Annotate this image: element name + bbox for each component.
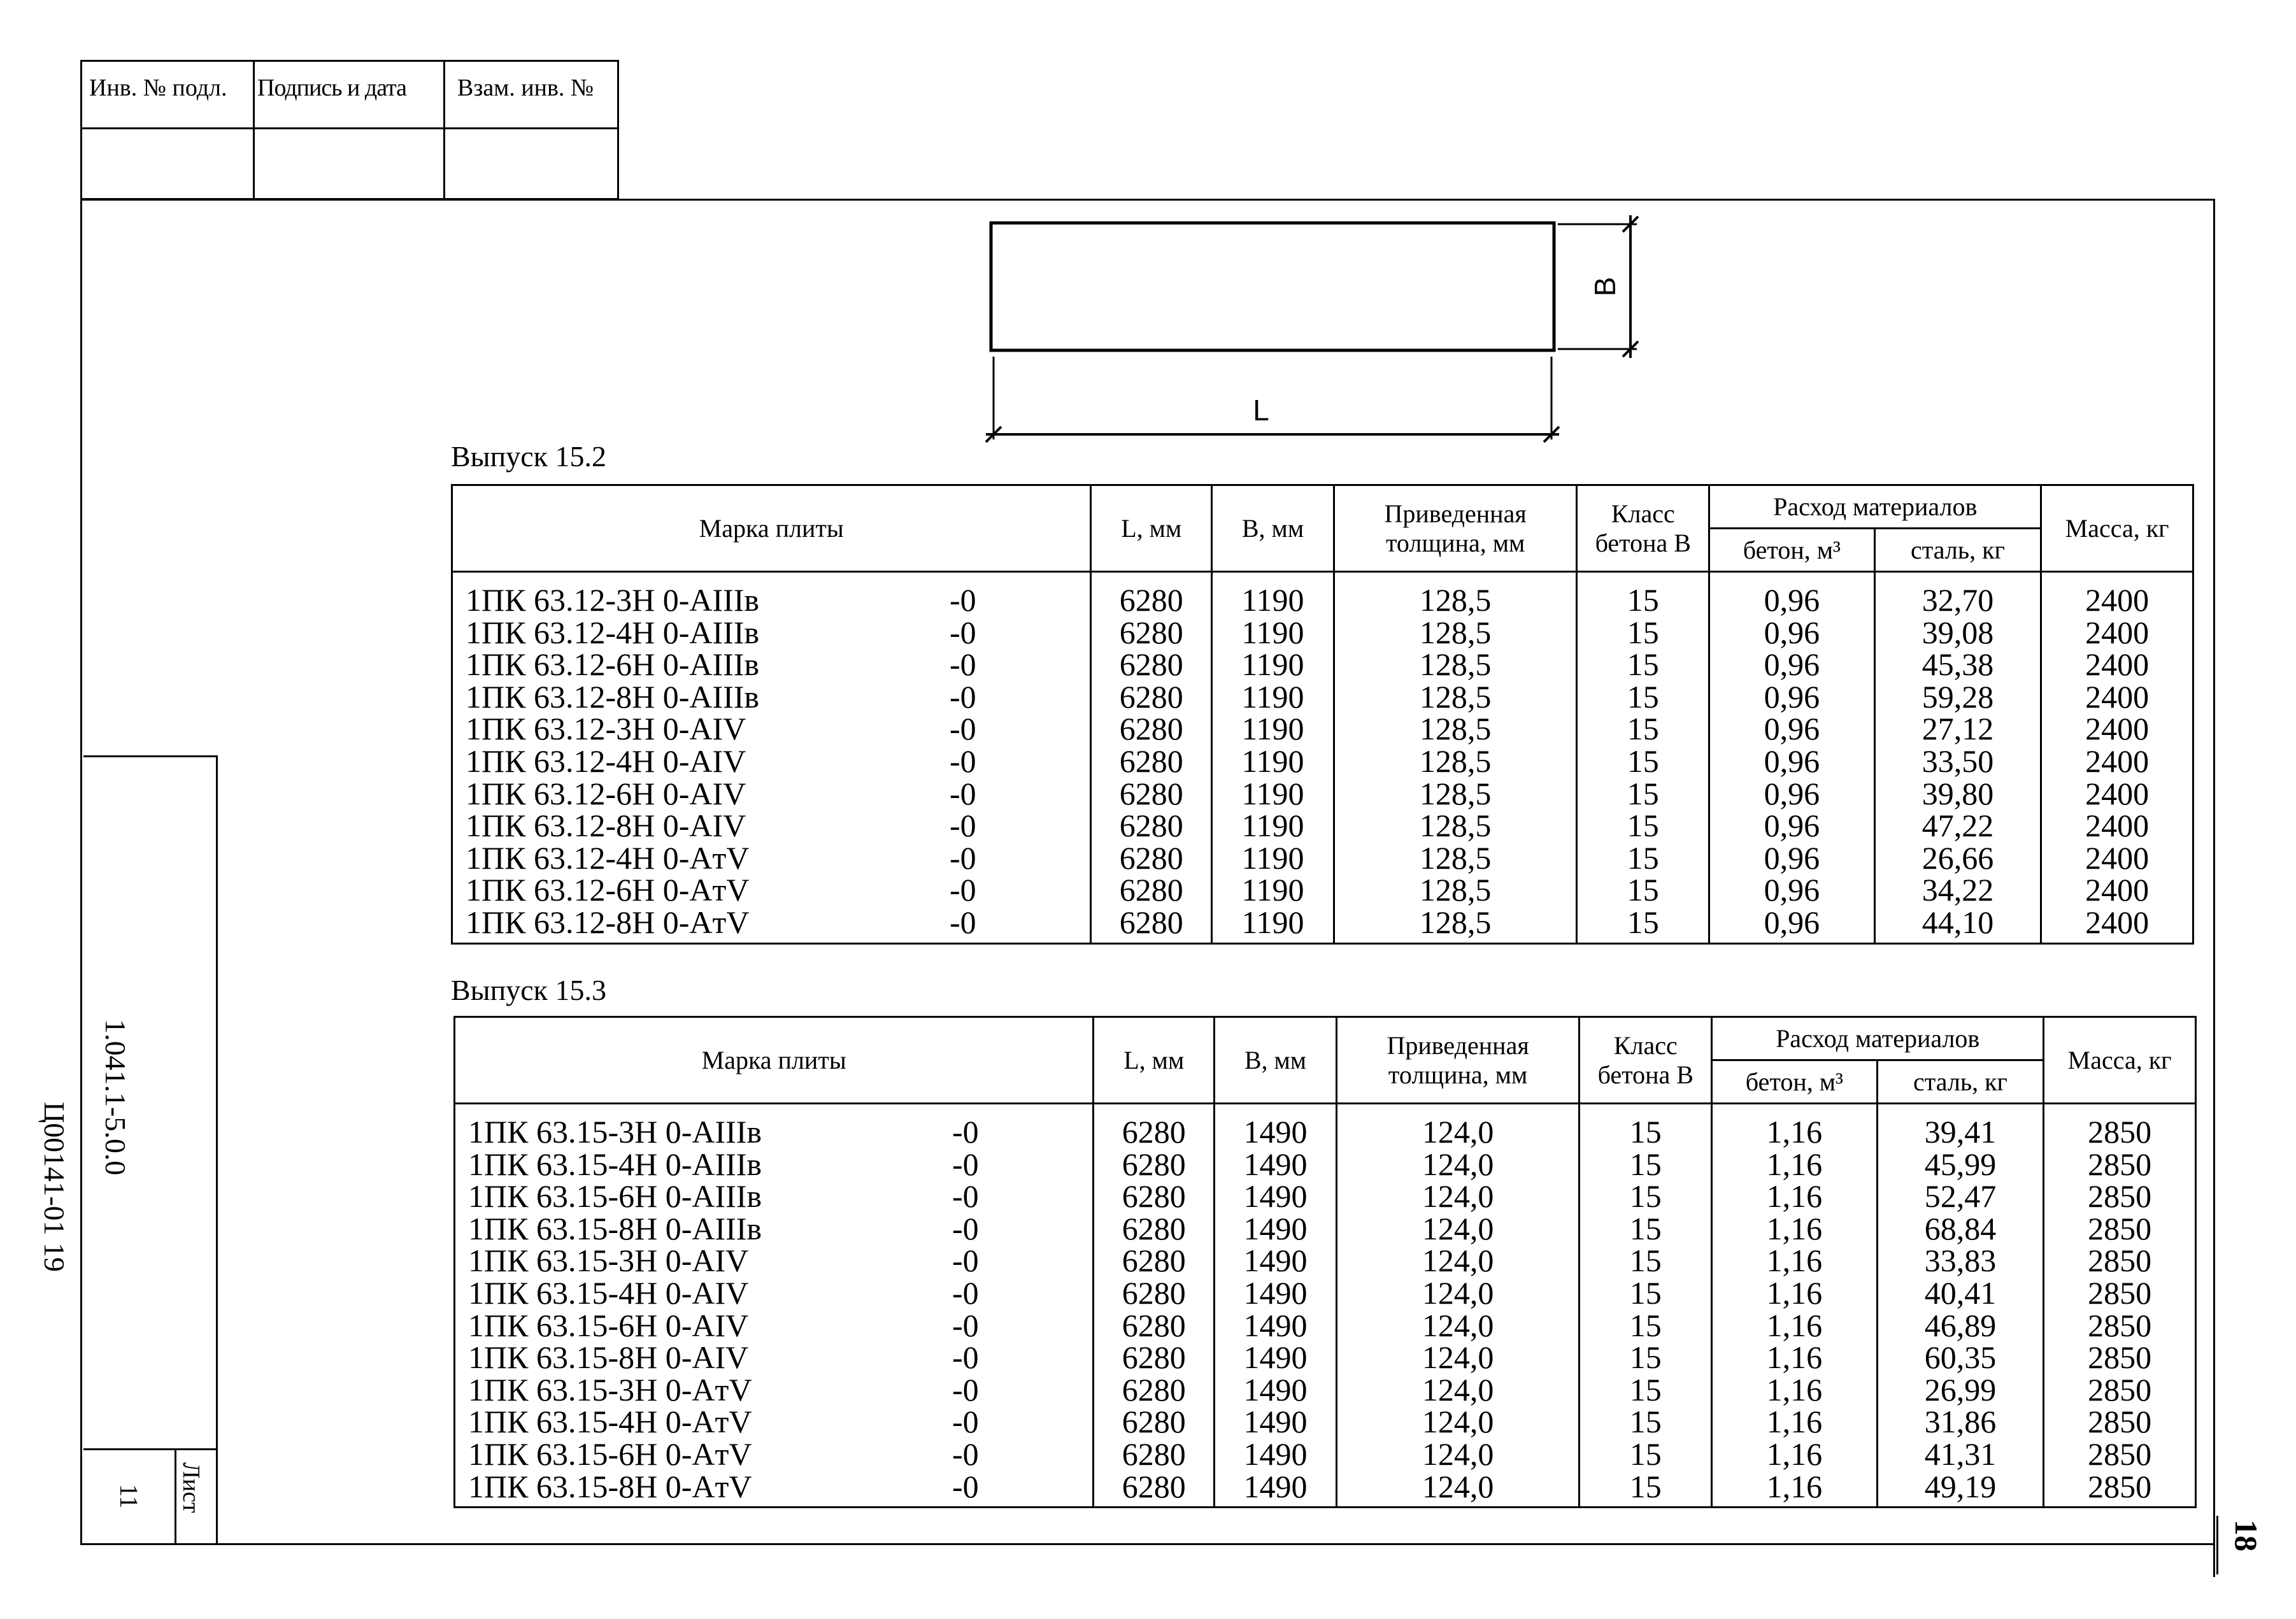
slab-mark-suffix: -0 (952, 1436, 979, 1472)
cell-mark (455, 1245, 1094, 1277)
cell-thickness: 128,5 (1334, 842, 1577, 874)
cell-width: 1490 (1215, 1245, 1337, 1277)
header-consumption: Расход материалов (1709, 485, 2041, 529)
cell-length: 6280 (1094, 1309, 1215, 1342)
cell-mass: 2400 (2041, 713, 2193, 745)
cell-mark (452, 775, 1091, 811)
cell-concrete: 0,96 (1709, 617, 1875, 649)
header-class: Класс бетона B (1579, 1017, 1712, 1104)
cell-length: 6280 (1094, 1438, 1215, 1471)
slab-sketch (968, 210, 1669, 452)
cell-length: 6280 (1091, 617, 1212, 649)
cell-steel: 39,41 (1877, 1104, 2044, 1148)
cell-length: 6280 (1091, 906, 1212, 943)
stamp-label-inv: Инв. № подл. (89, 75, 227, 101)
cell-concrete: 0,96 (1709, 874, 1875, 906)
cell-concrete: 0,96 (1709, 648, 1875, 681)
cell-class: 15 (1579, 1341, 1712, 1374)
cell-width: 1190 (1212, 842, 1334, 874)
slab-mark-suffix: -0 (950, 872, 976, 908)
cell-mass: 2850 (2044, 1406, 2196, 1438)
cell-thickness: 128,5 (1334, 809, 1577, 842)
cell-mark (452, 906, 1091, 943)
cell-concrete: 1,16 (1712, 1471, 1878, 1508)
cell-class: 15 (1577, 648, 1709, 681)
frame-left (80, 60, 82, 1545)
stamp-label-sign: Подпись и дата (257, 75, 407, 101)
cell-length: 6280 (1094, 1148, 1215, 1181)
cell-length: 6280 (1094, 1374, 1215, 1406)
cell-steel: 59,28 (1874, 681, 2041, 713)
cell-mass: 2400 (2041, 617, 2193, 649)
cell-concrete: 1,16 (1712, 1341, 1878, 1374)
cell-steel: 39,80 (1874, 778, 2041, 810)
slab-mark: 1ПК 63.12-6Н 0-AIV (466, 775, 746, 811)
table-row (455, 1180, 2196, 1213)
length-label: L (1253, 394, 1269, 427)
slab-mark-suffix: -0 (952, 1468, 979, 1504)
cell-steel: 32,70 (1874, 572, 2041, 617)
cell-concrete: 1,16 (1712, 1374, 1878, 1406)
section-title-15-3: Выпуск 15.3 (451, 974, 606, 1006)
cell-width: 1490 (1215, 1277, 1337, 1309)
cell-length: 6280 (1094, 1180, 1215, 1213)
table-15-3 (453, 1016, 2197, 1508)
header-concrete: бетон, м³ (1712, 1060, 1878, 1104)
cell-mark (452, 745, 1091, 778)
cell-thickness: 124,0 (1336, 1104, 1579, 1148)
cell-class: 15 (1577, 809, 1709, 842)
cell-steel: 39,08 (1874, 617, 2041, 649)
cell-concrete: 1,16 (1712, 1309, 1878, 1342)
header-mark: Марка плиты (455, 1017, 1094, 1104)
cell-concrete: 1,16 (1712, 1277, 1878, 1309)
slab-mark-suffix: -0 (952, 1371, 979, 1408)
cell-class: 15 (1577, 572, 1709, 617)
header-steel: сталь, кг (1877, 1060, 2044, 1104)
cell-width: 1190 (1212, 906, 1334, 943)
cell-width: 1190 (1212, 572, 1334, 617)
cell-length: 6280 (1094, 1245, 1215, 1277)
titleblock-sheet-top (83, 1448, 217, 1450)
cell-steel: 31,86 (1877, 1406, 2044, 1438)
cell-thickness: 128,5 (1334, 874, 1577, 906)
slab-mark: 1ПК 63.15-6Н 0-AтV (468, 1436, 752, 1472)
slab-mark: 1ПК 63.12-4Н 0-AIV (466, 743, 746, 779)
cell-concrete: 1,16 (1712, 1245, 1878, 1277)
table-15-2-body (452, 572, 2193, 944)
cell-mark (452, 572, 1091, 617)
cell-mass: 2400 (2041, 842, 2193, 874)
cell-width: 1490 (1215, 1341, 1337, 1374)
width-label: B (1588, 276, 1622, 297)
titleblock-right (216, 755, 218, 1544)
cell-class: 15 (1579, 1277, 1712, 1309)
cell-class: 15 (1577, 778, 1709, 810)
slab-outline (991, 223, 1554, 350)
slab-mark: 1ПК 63.12-4Н 0-AтV (466, 839, 750, 876)
cell-thickness: 124,0 (1336, 1213, 1579, 1245)
cell-length: 6280 (1091, 778, 1212, 810)
header-mark: Марка плиты (452, 485, 1091, 572)
cell-width: 1190 (1212, 745, 1334, 778)
header-L: L, мм (1094, 1017, 1215, 1104)
cell-mark (455, 1148, 1094, 1181)
cell-length: 6280 (1091, 713, 1212, 745)
cell-mark (455, 1341, 1094, 1374)
slab-mark: 1ПК 63.15-6Н 0-AIIIв (468, 1178, 762, 1215)
archive-code: Ц00141-01 19 (38, 1102, 71, 1273)
cell-mass: 2850 (2044, 1341, 2196, 1374)
cell-steel: 27,12 (1874, 713, 2041, 745)
table-row (455, 1471, 2196, 1508)
cell-steel: 26,99 (1877, 1374, 2044, 1406)
cell-thickness: 128,5 (1334, 681, 1577, 713)
cell-steel: 26,66 (1874, 842, 2041, 874)
cell-steel: 44,10 (1874, 906, 2041, 943)
cell-length: 6280 (1091, 745, 1212, 778)
slab-mark: 1ПК 63.15-3Н 0-AIV (468, 1243, 749, 1279)
cell-mass: 2400 (2041, 681, 2193, 713)
cell-width: 1490 (1215, 1213, 1337, 1245)
page-number: 18 (2228, 1520, 2264, 1551)
cell-mass: 2850 (2044, 1245, 2196, 1277)
frame-top (80, 199, 2215, 201)
cell-steel: 49,19 (1877, 1471, 2044, 1508)
cell-concrete: 0,96 (1709, 842, 1875, 874)
cell-thickness: 124,0 (1336, 1374, 1579, 1406)
cell-thickness: 128,5 (1334, 648, 1577, 681)
slab-mark-suffix: -0 (952, 1210, 979, 1246)
slab-mark: 1ПК 63.12-8Н 0-AIIIв (466, 678, 760, 715)
cell-mark (455, 1468, 1094, 1508)
cell-mass: 2400 (2041, 648, 2193, 681)
table-row (455, 1341, 2196, 1374)
cell-mark (452, 874, 1091, 906)
frame-bottom (80, 1543, 2215, 1545)
slab-mark: 1ПК 63.12-3Н 0-AIIIв (466, 582, 760, 618)
cell-mark (455, 1274, 1094, 1311)
cell-class: 15 (1577, 681, 1709, 713)
cell-thickness: 128,5 (1334, 745, 1577, 778)
frame-right (2213, 199, 2215, 1577)
stamp-label-replace: Взам. инв. № (457, 75, 594, 101)
slab-mark-suffix: -0 (952, 1114, 979, 1150)
titleblock-sheet-divider (175, 1448, 176, 1544)
cell-class: 15 (1579, 1180, 1712, 1213)
table-row (452, 713, 2193, 745)
cell-concrete: 1,16 (1712, 1180, 1878, 1213)
cell-width: 1190 (1212, 681, 1334, 713)
header-B: B, мм (1215, 1017, 1337, 1104)
cell-concrete: 1,16 (1712, 1213, 1878, 1245)
cell-steel: 47,22 (1874, 809, 2041, 842)
cell-thickness: 128,5 (1334, 778, 1577, 810)
table-row (452, 745, 2193, 778)
slab-mark-suffix: -0 (950, 582, 976, 618)
slab-mark-suffix: -0 (950, 808, 976, 844)
header-steel: сталь, кг (1874, 529, 2041, 572)
table-row (455, 1309, 2196, 1342)
slab-mark: 1ПК 63.15-8Н 0-AтV (468, 1468, 752, 1504)
slab-mark-suffix: -0 (952, 1146, 979, 1182)
cell-thickness: 124,0 (1336, 1180, 1579, 1213)
cell-concrete: 1,16 (1712, 1148, 1878, 1181)
table-row (455, 1277, 2196, 1309)
cell-thickness: 128,5 (1334, 572, 1577, 617)
doc-code: 1.041.1-5.0.0 (99, 1019, 132, 1176)
cell-mass: 2850 (2044, 1438, 2196, 1471)
cell-class: 15 (1579, 1245, 1712, 1277)
cell-mark (452, 614, 1091, 650)
cell-thickness: 124,0 (1336, 1406, 1579, 1438)
cell-mark (455, 1438, 1094, 1471)
cell-mark (455, 1309, 1094, 1342)
cell-mark (455, 1180, 1094, 1213)
cell-concrete: 1,16 (1712, 1104, 1878, 1148)
slab-mark-suffix: -0 (950, 743, 976, 779)
cell-length: 6280 (1091, 681, 1212, 713)
cell-mark (452, 678, 1091, 715)
cell-steel: 41,31 (1877, 1438, 2044, 1471)
header-thickness: Приведенная толщина, мм (1336, 1017, 1579, 1104)
cell-width: 1490 (1215, 1471, 1337, 1508)
slab-mark-suffix: -0 (950, 614, 976, 650)
table-row (452, 572, 2193, 617)
cell-class: 15 (1577, 842, 1709, 874)
table-row (452, 842, 2193, 874)
cell-length: 6280 (1094, 1341, 1215, 1374)
cell-steel: 34,22 (1874, 874, 2041, 906)
cell-concrete: 0,96 (1709, 906, 1875, 943)
cell-mass: 2850 (2044, 1277, 2196, 1309)
slab-mark-suffix: -0 (952, 1339, 979, 1376)
slab-mark: 1ПК 63.15-4Н 0-AIV (468, 1274, 749, 1311)
cell-mass: 2400 (2041, 745, 2193, 778)
cell-length: 6280 (1091, 874, 1212, 906)
slab-mark-suffix: -0 (952, 1307, 979, 1343)
cell-concrete: 0,96 (1709, 809, 1875, 842)
table-15-2 (451, 484, 2194, 945)
cell-class: 15 (1577, 874, 1709, 906)
cell-concrete: 0,96 (1709, 713, 1875, 745)
cell-length: 6280 (1091, 842, 1212, 874)
sheet-label: Лист (178, 1462, 204, 1513)
cell-width: 1490 (1215, 1438, 1337, 1471)
table-row (455, 1245, 2196, 1277)
cell-width: 1190 (1212, 778, 1334, 810)
cell-class: 15 (1579, 1438, 1712, 1471)
slab-mark: 1ПК 63.15-4Н 0-AIIIв (468, 1146, 762, 1182)
stamp-divider (80, 127, 619, 129)
table-row (452, 874, 2193, 906)
slab-mark: 1ПК 63.12-8Н 0-AтV (466, 904, 750, 940)
table-row (452, 681, 2193, 713)
cell-class: 15 (1579, 1374, 1712, 1406)
cell-mark (452, 713, 1091, 745)
cell-thickness: 124,0 (1336, 1438, 1579, 1471)
cell-steel: 52,47 (1877, 1180, 2044, 1213)
slab-mark-suffix: -0 (952, 1274, 979, 1311)
cell-class: 15 (1577, 906, 1709, 943)
cell-thickness: 128,5 (1334, 617, 1577, 649)
cell-mass: 2850 (2044, 1213, 2196, 1245)
cell-mark (455, 1104, 1094, 1148)
table-row (452, 809, 2193, 842)
slab-mark: 1ПК 63.15-6Н 0-AIV (468, 1307, 749, 1343)
slab-mark: 1ПК 63.12-6Н 0-AтV (466, 872, 750, 908)
cell-mass: 2850 (2044, 1148, 2196, 1181)
slab-mark-suffix: -0 (952, 1178, 979, 1215)
cell-class: 15 (1579, 1309, 1712, 1342)
cell-width: 1190 (1212, 809, 1334, 842)
table-15-3-body (455, 1104, 2196, 1508)
cell-mass: 2850 (2044, 1309, 2196, 1342)
table-row (455, 1213, 2196, 1245)
cell-concrete: 0,96 (1709, 778, 1875, 810)
table-row (452, 906, 2193, 943)
cell-width: 1490 (1215, 1180, 1337, 1213)
cell-mark (452, 839, 1091, 876)
cell-length: 6280 (1091, 572, 1212, 617)
header-class: Класс бетона B (1577, 485, 1709, 572)
cell-width: 1490 (1215, 1309, 1337, 1342)
cell-class: 15 (1577, 617, 1709, 649)
table-row (455, 1438, 2196, 1471)
cell-mass: 2850 (2044, 1180, 2196, 1213)
cell-width: 1190 (1212, 874, 1334, 906)
cell-width: 1490 (1215, 1406, 1337, 1438)
header-thickness: Приведенная толщина, мм (1334, 485, 1577, 572)
header-L: L, мм (1091, 485, 1212, 572)
slab-mark: 1ПК 63.15-8Н 0-AIIIв (468, 1210, 762, 1246)
cell-width: 1190 (1212, 617, 1334, 649)
cell-mark (455, 1371, 1094, 1408)
cell-length: 6280 (1091, 809, 1212, 842)
cell-width: 1190 (1212, 713, 1334, 745)
cell-width: 1490 (1215, 1148, 1337, 1181)
header-concrete: бетон, м³ (1709, 529, 1875, 572)
cell-length: 6280 (1091, 648, 1212, 681)
cell-steel: 60,35 (1877, 1341, 2044, 1374)
cell-thickness: 128,5 (1334, 906, 1577, 943)
table-row (455, 1406, 2196, 1438)
cell-length: 6280 (1094, 1277, 1215, 1309)
cell-mass: 2400 (2041, 906, 2193, 943)
cell-mass: 2400 (2041, 874, 2193, 906)
cell-concrete: 0,96 (1709, 745, 1875, 778)
cell-concrete: 1,16 (1712, 1438, 1878, 1471)
slab-mark-suffix: -0 (950, 678, 976, 715)
cell-concrete: 0,96 (1709, 681, 1875, 713)
slab-mark-suffix: -0 (950, 711, 976, 747)
slab-mark: 1ПК 63.12-4Н 0-AIIIв (466, 614, 760, 650)
cell-length: 6280 (1094, 1104, 1215, 1148)
cell-mass: 2400 (2041, 809, 2193, 842)
titleblock-top (83, 755, 217, 757)
cell-steel: 40,41 (1877, 1277, 2044, 1309)
cell-steel: 45,38 (1874, 648, 2041, 681)
slab-mark: 1ПК 63.15-4Н 0-AтV (468, 1404, 752, 1440)
table-row (455, 1148, 2196, 1181)
cell-length: 6280 (1094, 1471, 1215, 1508)
table-row (452, 648, 2193, 681)
cell-mass: 2850 (2044, 1374, 2196, 1406)
slab-mark: 1ПК 63.15-8Н 0-AIV (468, 1339, 749, 1376)
slab-mark: 1ПК 63.15-3Н 0-AIIIв (468, 1114, 762, 1150)
cell-mass: 2850 (2044, 1471, 2196, 1508)
header-consumption: Расход материалов (1712, 1017, 2044, 1060)
cell-mark (452, 648, 1091, 681)
cell-length: 6280 (1094, 1406, 1215, 1438)
cell-steel: 33,83 (1877, 1245, 2044, 1277)
cell-width: 1490 (1215, 1104, 1337, 1148)
header-mass: Масса, кг (2041, 485, 2193, 572)
slab-mark: 1ПК 63.15-3Н 0-AтV (468, 1371, 752, 1408)
slab-mark-suffix: -0 (950, 904, 976, 940)
cell-width: 1490 (1215, 1374, 1337, 1406)
cell-thickness: 124,0 (1336, 1277, 1579, 1309)
slab-mark: 1ПК 63.12-8Н 0-AIV (466, 808, 746, 844)
slab-mark-suffix: -0 (950, 839, 976, 876)
table-row (455, 1104, 2196, 1148)
cell-steel: 46,89 (1877, 1309, 2044, 1342)
cell-class: 15 (1577, 713, 1709, 745)
cell-class: 15 (1579, 1471, 1712, 1508)
cell-mass: 2400 (2041, 778, 2193, 810)
slab-mark: 1ПК 63.12-3Н 0-AIV (466, 711, 746, 747)
cell-mark (455, 1406, 1094, 1438)
cell-concrete: 1,16 (1712, 1406, 1878, 1438)
table-row (452, 778, 2193, 810)
cell-concrete: 0,96 (1709, 572, 1875, 617)
page-number-frame (2216, 1516, 2218, 1574)
cell-mark (452, 809, 1091, 842)
cell-thickness: 128,5 (1334, 713, 1577, 745)
cell-length: 6280 (1094, 1213, 1215, 1245)
slab-mark-suffix: -0 (950, 646, 976, 683)
cell-steel: 33,50 (1874, 745, 2041, 778)
sheet-number: 11 (115, 1484, 143, 1509)
cell-mark (455, 1210, 1094, 1246)
table-row (452, 617, 2193, 649)
cell-mass: 2850 (2044, 1104, 2196, 1148)
cell-width: 1190 (1212, 648, 1334, 681)
cell-steel: 45,99 (1877, 1148, 2044, 1181)
cell-class: 15 (1577, 745, 1709, 778)
section-title-15-2: Выпуск 15.2 (451, 440, 606, 473)
cell-steel: 68,84 (1877, 1213, 2044, 1245)
cell-class: 15 (1579, 1104, 1712, 1148)
cell-thickness: 124,0 (1336, 1471, 1579, 1508)
cell-class: 15 (1579, 1148, 1712, 1181)
header-B: B, мм (1212, 485, 1334, 572)
cell-thickness: 124,0 (1336, 1148, 1579, 1181)
slab-mark-suffix: -0 (952, 1404, 979, 1440)
cell-class: 15 (1579, 1213, 1712, 1245)
cell-class: 15 (1579, 1406, 1712, 1438)
cell-thickness: 124,0 (1336, 1341, 1579, 1374)
slab-mark-suffix: -0 (950, 775, 976, 811)
slab-mark-suffix: -0 (952, 1243, 979, 1279)
cell-mass: 2400 (2041, 572, 2193, 617)
cell-thickness: 124,0 (1336, 1309, 1579, 1342)
table-row (455, 1374, 2196, 1406)
slab-mark: 1ПК 63.12-6Н 0-AIIIв (466, 646, 760, 683)
header-mass: Масса, кг (2044, 1017, 2196, 1104)
cell-thickness: 124,0 (1336, 1245, 1579, 1277)
